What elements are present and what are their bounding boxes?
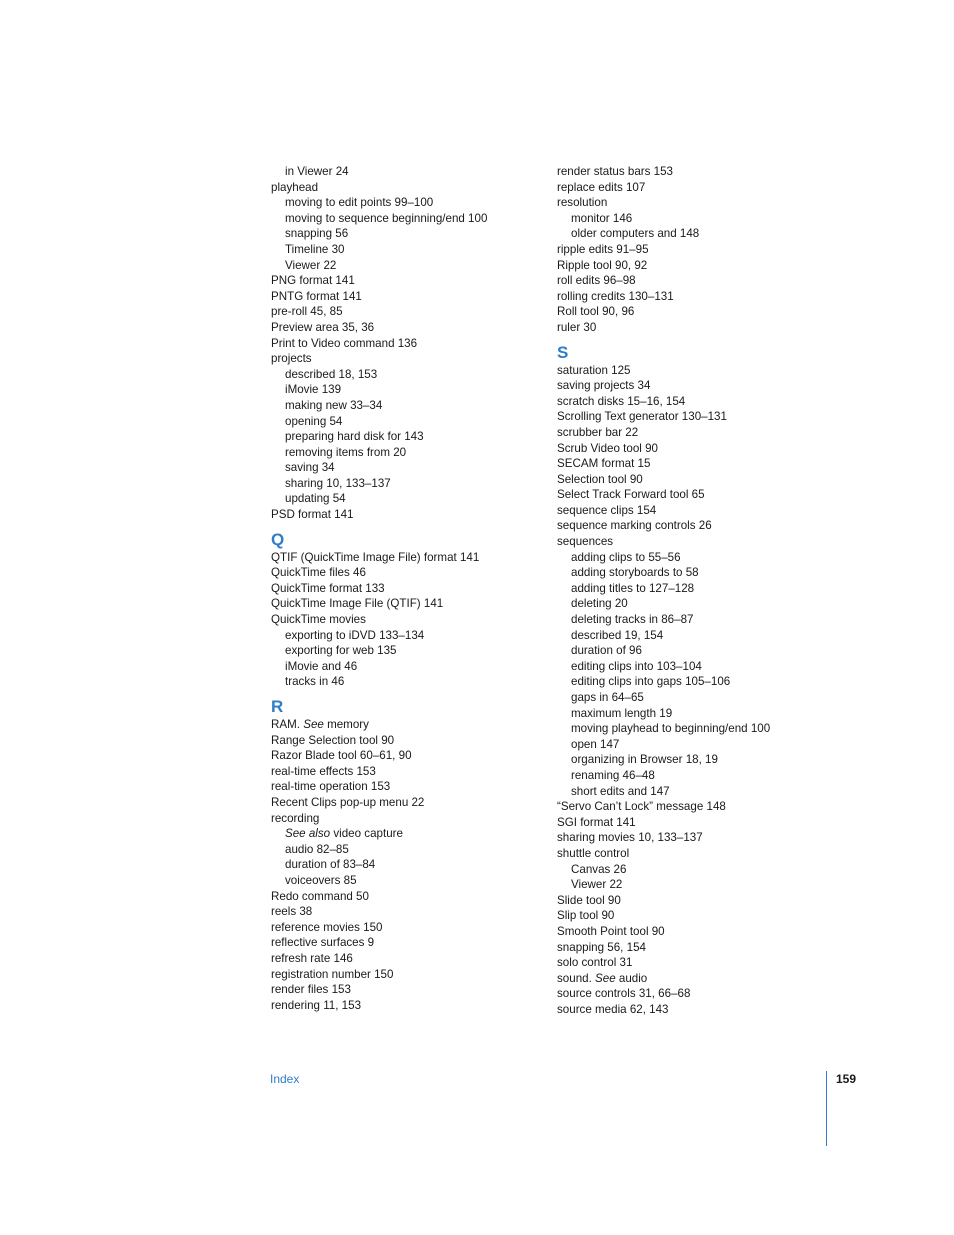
index-subentry: tracks in 46 <box>285 675 345 689</box>
index-entry: shuttle control <box>557 846 630 860</box>
index-entry: resolution <box>557 196 608 210</box>
index-subentry: short edits and 147 <box>571 784 670 798</box>
index-subentry: duration of 83–84 <box>285 858 376 872</box>
index-subentry: deleting tracks in 86–87 <box>571 613 694 627</box>
index-entry: saving projects 34 <box>557 379 651 393</box>
index-subentry: moving playhead to beginning/end 100 <box>571 722 771 736</box>
index-subentry: Viewer 22 <box>571 878 623 892</box>
index-subentry: monitor 146 <box>571 211 633 225</box>
index-entry: solo control 31 <box>557 956 633 970</box>
index-entry: registration number 150 <box>271 967 394 981</box>
index-entry: SGI format 141 <box>557 815 636 829</box>
index-entry: Razor Blade tool 60–61, 90 <box>271 749 412 763</box>
cross-reference-term: See <box>303 718 324 731</box>
index-letter-heading: S <box>557 342 569 362</box>
index-subentry: exporting to iDVD 133–134 <box>285 628 425 642</box>
index-subentry: duration of 96 <box>571 644 642 658</box>
index-entry: PNTG format 141 <box>271 289 362 303</box>
index-subentry: adding clips to 55–56 <box>571 550 681 564</box>
index-subentry: moving to edit points 99–100 <box>285 196 434 210</box>
index-entry: QuickTime movies <box>271 613 366 627</box>
index-subentry: gaps in 64–65 <box>571 691 644 704</box>
index-letter-heading: R <box>271 697 284 716</box>
cross-reference-term: See also <box>285 827 331 841</box>
index-subentry: older computers and 148 <box>571 227 700 241</box>
index-subentry: renaming 46–48 <box>571 768 655 782</box>
index-subentry: iMovie and 46 <box>285 659 358 673</box>
index-entry: QuickTime Image File (QTIF) 141 <box>271 597 444 611</box>
index-subentry: Viewer 22 <box>285 258 337 272</box>
index-entry: reflective surfaces 9 <box>271 936 375 950</box>
index-entry: saturation 125 <box>557 363 631 377</box>
index-subentry: described 18, 153 <box>285 367 378 381</box>
index-entry: ripple edits 91–95 <box>557 242 649 256</box>
index-entry: Selection tool 90 <box>557 472 643 486</box>
index-entry: sequence clips 154 <box>557 503 657 517</box>
index-subentry: adding storyboards to 58 <box>571 566 699 580</box>
index-entry: rendering 11, 153 <box>271 998 362 1012</box>
index-entry: Ripple tool 90, 92 <box>557 258 648 272</box>
index-entry: ruler 30 <box>557 320 597 334</box>
page-number: 159 <box>836 1072 857 1086</box>
index-entry: “Servo Can’t Lock” message 148 <box>557 800 726 814</box>
index-entry: Scrolling Text generator 130–131 <box>557 410 727 424</box>
index-subentry: preparing hard disk for 143 <box>285 430 424 444</box>
index-subentry: snapping 56 <box>285 227 349 241</box>
index-entry: Smooth Point tool 90 <box>557 924 665 938</box>
index-subentry: opening 54 <box>285 414 343 428</box>
index-subentry: removing items from 20 <box>285 445 407 459</box>
page-number-rule <box>826 1071 827 1146</box>
index-entry: pre-roll 45, 85 <box>271 305 343 319</box>
index-subentry: described 19, 154 <box>571 628 664 642</box>
index-entry: source controls 31, 66–68 <box>557 987 691 1001</box>
index-entry: scrubber bar 22 <box>557 425 639 439</box>
index-entry: scratch disks 15–16, 154 <box>557 394 686 408</box>
index-subentry: updating 54 <box>285 492 346 506</box>
entry-text: RAM. <box>271 718 304 731</box>
index-column-left <box>271 164 541 1013</box>
index-entry: sequences <box>557 535 614 549</box>
index-entry: Redo command 50 <box>271 889 369 903</box>
cross-reference-term: See <box>595 971 616 985</box>
index-entry: Slide tool 90 <box>557 893 621 907</box>
index-entry: Slip tool 90 <box>557 909 615 923</box>
index-entry: PSD format 141 <box>271 508 354 522</box>
index-subentry: voiceovers 85 <box>285 873 357 887</box>
index-entry: replace edits 107 <box>557 180 646 194</box>
index-column-right <box>557 164 857 1017</box>
index-subentry: editing clips into 103–104 <box>571 659 702 673</box>
index-subentry: organizing in Browser 18, 19 <box>571 753 718 767</box>
index-entry: source media 62, 143 <box>557 1002 669 1016</box>
index-entry: Recent Clips pop-up menu 22 <box>271 795 425 809</box>
index-subentry: editing clips into gaps 105–106 <box>571 675 731 689</box>
index-entry: projects <box>271 352 312 366</box>
index-entry: sharing movies 10, 133–137 <box>557 831 703 845</box>
index-subentry: saving 34 <box>285 461 335 475</box>
index-subentry: making new 33–34 <box>285 398 383 412</box>
index-entry: snapping 56, 154 <box>557 940 646 954</box>
index-entry: Preview area 35, 36 <box>271 320 375 334</box>
index-entry <box>271 717 541 733</box>
index-entry: recording <box>271 811 320 825</box>
index-entry: real-time effects 153 <box>271 764 376 778</box>
index-entry: Print to Video command 136 <box>271 336 418 350</box>
index-entry: QuickTime format 133 <box>271 581 385 595</box>
index-subentry: deleting 20 <box>571 597 628 611</box>
index-entry: playhead <box>271 180 319 194</box>
index-entry: real-time operation 153 <box>271 780 391 794</box>
index-subentry: sharing 10, 133–137 <box>285 476 391 490</box>
index-subentry: Timeline 30 <box>285 242 345 256</box>
cross-reference-target: audio <box>615 971 648 985</box>
index-entry: Select Track Forward tool 65 <box>557 488 705 502</box>
index-subentry: exporting for web 135 <box>285 644 397 658</box>
index-subentry <box>271 826 541 842</box>
footer-section-label: Index <box>270 1072 300 1086</box>
index-entry: refresh rate 146 <box>271 951 353 965</box>
index-entry: render files 153 <box>271 983 351 997</box>
index-subentry: open 147 <box>571 737 620 751</box>
index-subentry: iMovie 139 <box>285 383 342 397</box>
index-subentry: adding titles to 127–128 <box>571 581 695 595</box>
index-entry: QTIF (QuickTime Image File) format 141 <box>271 550 480 564</box>
index-entry: reference movies 150 <box>271 920 383 934</box>
index-entry: QuickTime files 46 <box>271 566 366 580</box>
index-entry: sequence marking controls 26 <box>557 519 712 533</box>
index-subentry: audio 82–85 <box>285 842 349 856</box>
index-subentry: moving to sequence beginning/end 100 <box>285 211 488 225</box>
index-entry: PNG format 141 <box>271 274 355 288</box>
index-subentry: Canvas 26 <box>571 862 627 876</box>
cross-reference-target: video capture <box>330 827 403 841</box>
index-entry: reels 38 <box>271 905 313 919</box>
index-entry: Range Selection tool 90 <box>271 733 395 747</box>
index-entry: Roll tool 90, 96 <box>557 305 635 319</box>
cross-reference-target: memory <box>323 718 369 731</box>
index-subentry: maximum length 19 <box>571 706 673 720</box>
index-entry: Scrub Video tool 90 <box>557 441 658 455</box>
index-entry: render status bars 153 <box>557 165 674 178</box>
entry-text: sound. <box>557 971 596 985</box>
index-entry <box>557 971 857 987</box>
index-entry: SECAM format 15 <box>557 457 651 471</box>
index-letter-heading: Q <box>271 529 285 549</box>
index-entry: rolling credits 130–131 <box>557 289 674 303</box>
index-subentry: in Viewer 24 <box>285 165 349 178</box>
index-entry: roll edits 96–98 <box>557 274 636 288</box>
